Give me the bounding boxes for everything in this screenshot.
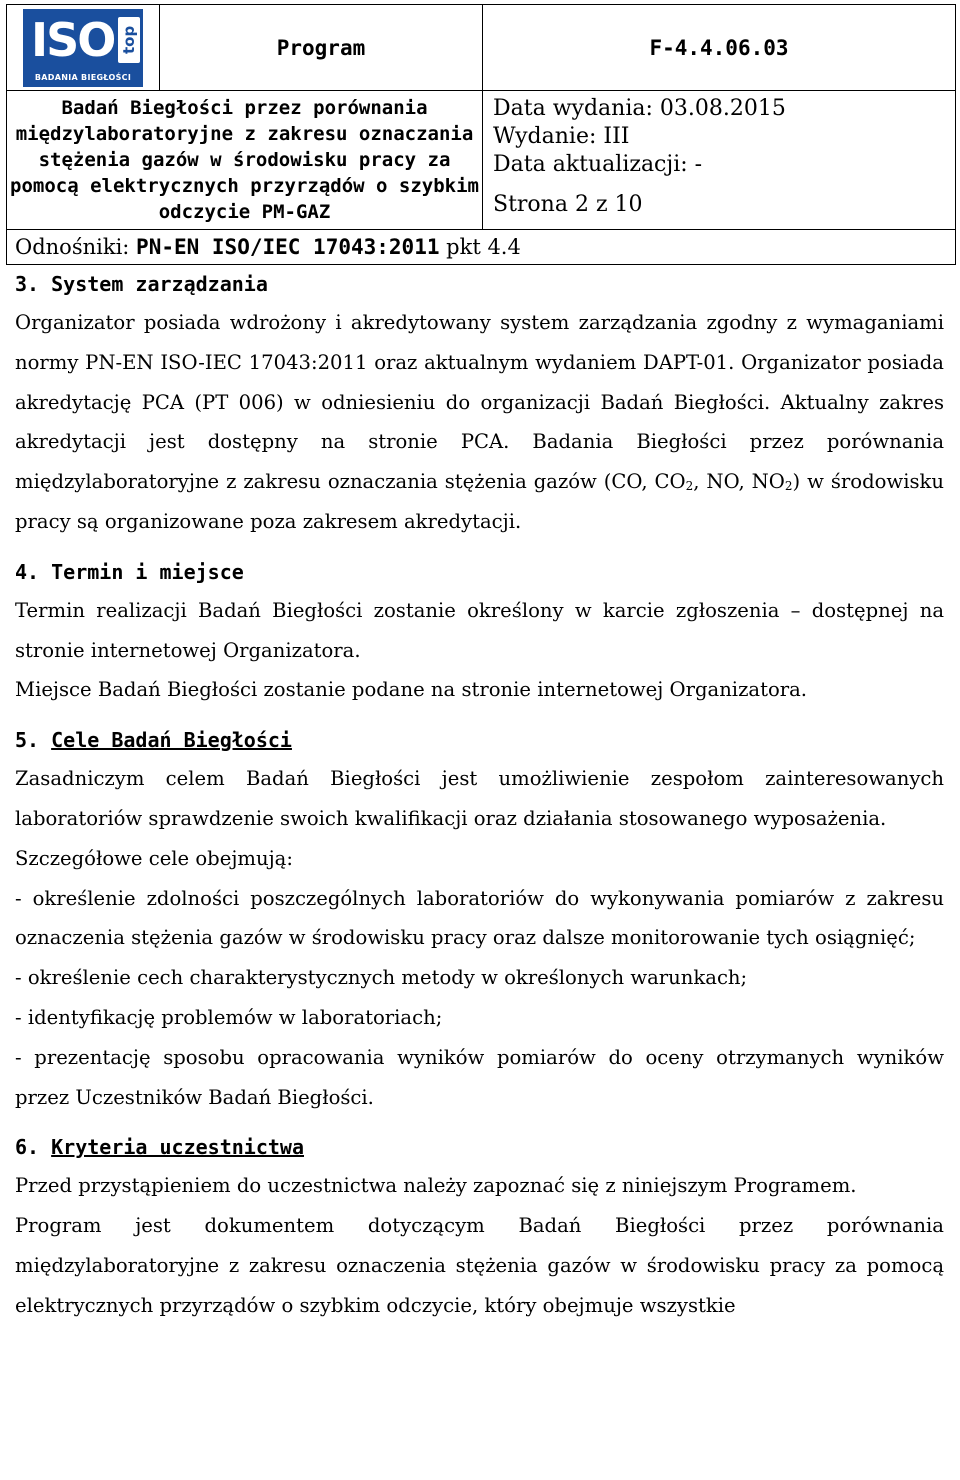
list-item: - identyfikację problemów w laboratoriach; — [15, 1005, 443, 1029]
logo-cell — [7, 5, 160, 91]
page-number: Strona 2 z 10 — [493, 192, 643, 217]
ref-value: PN-EN ISO/IEC 17043:2011 — [136, 235, 440, 259]
ref-label: Odnośniki: — [15, 235, 137, 259]
section-3-text-b: , NO, NO — [693, 470, 785, 494]
section-4-paragraph-2: Miejsce Badań Biegłości zostanie podane na stronie internetowej Organizatora. — [15, 678, 808, 702]
list-item: - prezentację sposobu opracowania wyników pomiarów do oceny otrzymanych wyników przez Uczestników Badań Biegłości. — [15, 1045, 944, 1109]
edition: Wydanie: III — [493, 124, 630, 149]
references — [7, 230, 956, 265]
section-4-paragraph-1: Termin realizacji Badań Biegłości zostanie określony w karcie zgłoszenia – dostępnej na stronie internetowej Organizatora. — [15, 598, 944, 662]
section-3-heading: 3. System zarządzania — [15, 272, 268, 296]
logo-badge: top — [118, 17, 140, 63]
program-label: Program — [160, 5, 483, 91]
document-code: F-4.4.06.03 — [483, 5, 956, 91]
section-4-heading: 4. Termin i miejsce — [15, 559, 244, 584]
subscript: 2 — [784, 479, 793, 494]
section-6-number: 6. — [15, 1135, 52, 1160]
section-5-number: 5. — [15, 728, 52, 753]
section-5-heading — [15, 728, 944, 752]
section-6-paragraph-1: Przed przystąpieniem do uczestnictwa należy zapoznać się z niniejszym Programem. — [15, 1174, 857, 1198]
subscript: 2 — [685, 479, 694, 494]
iso-top-logo — [23, 9, 143, 87]
section-6-heading — [15, 1135, 944, 1159]
section-6-paragraph-2: Program jest dokumentem dotyczącym Badań Biegłości przez porównania międzylaboratoryjne z zakresu oznaczenia stężenia gazów w środowisku pracy za pomocą elektrycznych przyrządów o szybkim odczycie, który obejmuje wszystkie — [15, 1214, 944, 1317]
section-5-paragraph-1: Zasadniczym celem Badań Biegłości jest umożliwienie zespołom zainteresowanych laboratoriów sprawdzenie swoich kwalifikacji oraz działania stosowanego wyposażenia. — [15, 767, 944, 830]
ref-suffix: pkt 4.4 — [439, 235, 521, 259]
logo-subtitle: BADANIA BIEGŁOŚCI — [34, 72, 132, 82]
document-body — [15, 272, 944, 1326]
document-title: Badań Biegłości przez porównania międzylaboratoryjne z zakresu oznaczania stężenia gazów w środowisku pracy za pomocą elektrycznych przyrządów o szybkim odczycie PM-GAZ — [7, 91, 483, 230]
section-3-text-a: Organizator posiada wdrożony i akredytowany system zarządzania zgodny z wymaganiami normy PN-EN ISO-IEC 17043:2011 oraz aktualnym wydaniem DAPT-01. Organizator posiada akredytację PCA (PT 006) w odniesieniu do organizacji Badań Biegłości. Aktualny zakres akredytacji jest dostępny na stronie PCA. Badania Biegłości przez porównania międzylaboratoryjne z zakresu oznaczania stężenia gazów (CO, CO — [15, 311, 944, 494]
document-meta — [483, 91, 956, 230]
section-3-text-c: ) w środowisku pracy są organizowane poza zakresem akredytacji. — [15, 470, 945, 533]
issue-date: Data wydania: 03.08.2015 — [493, 96, 786, 121]
section-3-paragraph — [15, 303, 944, 542]
section-5-title: Cele Badań Biegłości — [51, 728, 292, 753]
logo-text: ISO — [31, 12, 115, 67]
list-item: - określenie cech charakterystycznych metody w określonych warunkach; — [15, 966, 748, 990]
update-date: Data aktualizacji: - — [493, 152, 703, 177]
document-header — [6, 4, 956, 265]
section-6-title: Kryteria uczestnictwa — [51, 1135, 304, 1160]
list-item: - określenie zdolności poszczególnych laboratoriów do wykonywania pomiarów z zakresu oznaczenia stężenia gazów w środowisku pracy oraz dalsze monitorowanie tych osiągnięć; — [15, 886, 944, 950]
section-5-paragraph-2: Szczegółowe cele obejmują: — [15, 846, 293, 870]
